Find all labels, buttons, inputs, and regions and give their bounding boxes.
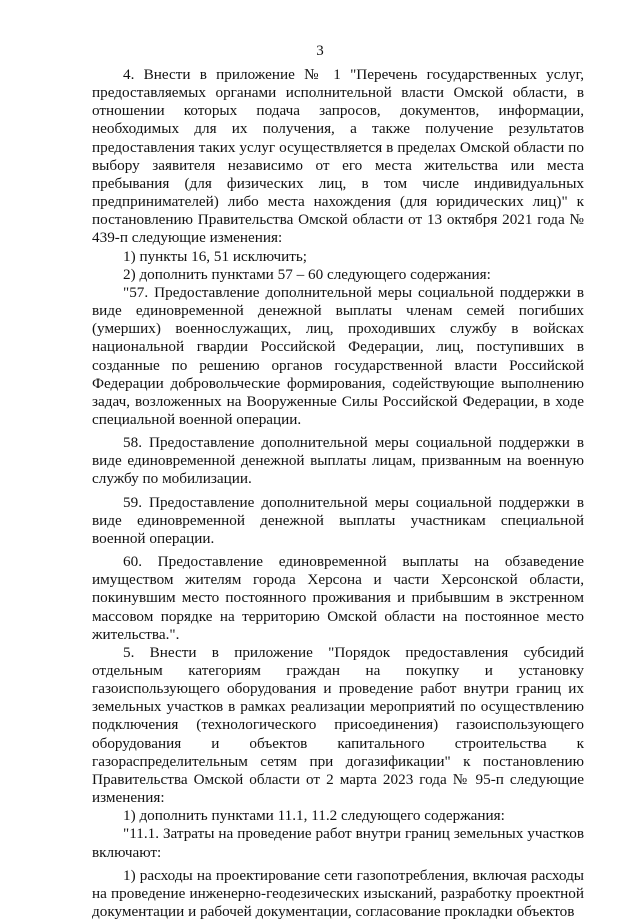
paragraph-point-57: "57. Предоставление дополнительной меры социальной поддержки в виде единовременной денежной выплаты членам семей погибших (умерших) военнослужащих, лиц, проходивших службу в войсках национальной гвардии Российской Федерации, лиц, поступивших в созданные по решению органов государственной власти Российской Федерации добровольческие формирования, содействующие выполнению задач, возложенных на Вооруженные Силы Российской Федерации, в ходе специальной военной операции. (92, 283, 584, 428)
document-body (92, 66, 584, 921)
paragraph-item-5: 5. Внести в приложение "Порядок предоставления субсидий отдельным категориям граждан на покупку и установку газоиспользующего оборудования и проведение работ внутри границ их земельных участков в рамках реализации мероприятий по осуществлению подключения (технологического присоединения) газоиспользующего оборудования и объектов капитального строительства к газораспределительным сетям при догазификации" к постановлению Правительства Омской области от 2 марта 2023 года № 95-п следующие изменения: (92, 643, 584, 807)
paragraph-subitem-2: 2) дополнить пунктами 57 – 60 следующего содержания: (123, 265, 491, 283)
paragraph-subitem-1: 1) пункты 16, 51 исключить; (123, 247, 308, 265)
paragraph-item-4: 4. Внести в приложение № 1 "Перечень государственных услуг, предоставляемых органами исполнительной власти Омской области, в отношении которых подача запросов, документов, информации, необходимых для их получения, а также получение результатов предоставления таких услуг осуществляется в пределах Омской области по выбору заявителя независимо от его места жительства или места пребывания (для физических лиц, в том числе индивидуальных предпринимателей) либо места нахождения (для юридических лиц)" к постановлению Правительства Омской области от 13 октября 2021 года № 439-п следующие изменения: (92, 66, 584, 247)
paragraph-point-58: 58. Предоставление дополнительной меры социальной поддержки в виде единовременной денежной выплаты лицам, призванным на военную службу по мобилизации. (92, 434, 584, 488)
paragraph-point-11-1: "11.1. Затраты на проведение работ внутри границ земельных участков включают: (92, 825, 584, 861)
paragraph-subitem-1-second: 1) дополнить пунктами 11.1, 11.2 следующего содержания: (123, 807, 505, 825)
paragraph-expense-1: 1) расходы на проектирование сети газопотребления, включая расходы на проведение инженерно-геодезических изысканий, разработку проектной документации и рабочей документации, согласование прокладки объектов (92, 866, 584, 921)
paragraph-point-60: 60. Предоставление единовременной выплаты на обзаведение имуществом жителям города Херсона и части Херсонской области, покинувшим место постоянного проживания и прибывшим в экстренном массовом порядке на территорию Омской области на постоянное место жительства.". (92, 553, 584, 643)
paragraph-point-59: 59. Предоставление дополнительной меры социальной поддержки в виде единовременной денежной выплаты участникам специальной военной операции. (92, 493, 584, 547)
page-number: 3 (316, 43, 324, 59)
